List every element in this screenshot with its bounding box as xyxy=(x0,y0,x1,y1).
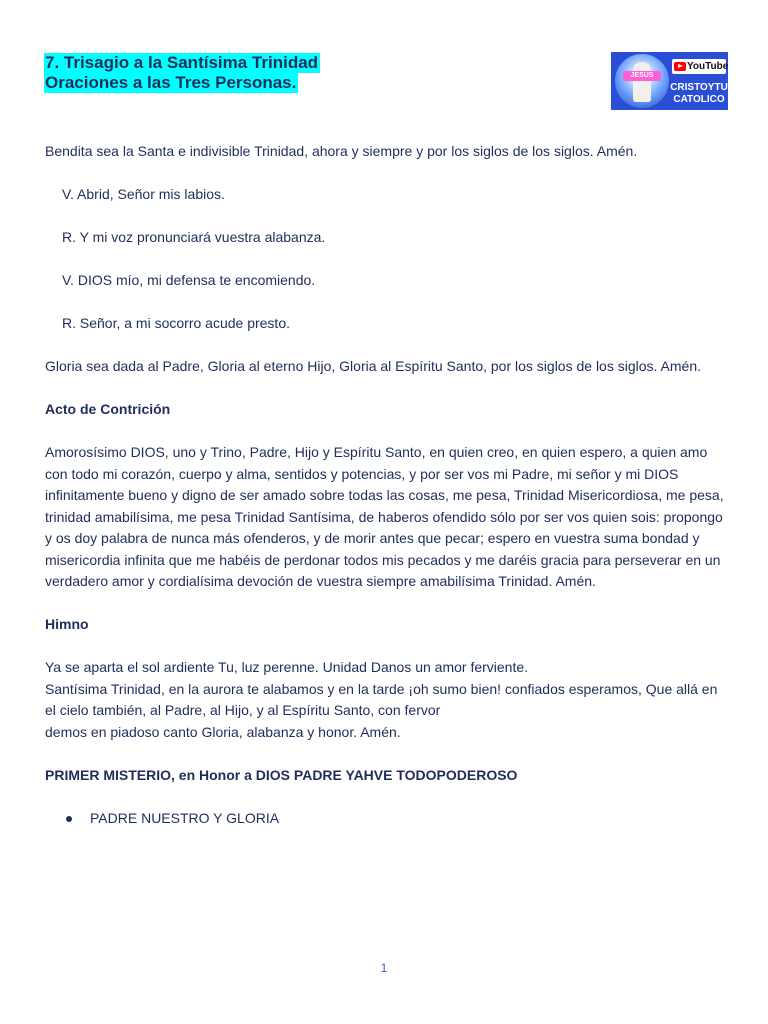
himno-line-3: demos en piadoso canto Gloria, alabanza y honor. Amén. xyxy=(45,723,401,740)
misterio-heading: PRIMER MISTERIO, en Honor a DIOS PADRE YAHVE TODOPODEROSO xyxy=(45,766,518,783)
versicle-2: R. Y mi voz pronunciará vuestra alabanza. xyxy=(62,229,326,245)
title-line-1: 7. Trisagio a la Santísima Trinidad xyxy=(45,53,319,72)
gloria-prayer: Gloria sea dada al Padre, Gloria al eterno Hijo, Gloria al Espíritu Santo, por los siglos de los siglos. Amén. xyxy=(45,358,701,374)
title-line-2: Oraciones a las Tres Personas. xyxy=(45,73,297,92)
logo-badge: JESUS xyxy=(623,71,661,81)
misterio-list xyxy=(45,808,725,830)
youtube-logo xyxy=(672,59,726,74)
opening-prayer: Bendita sea la Santa e indivisible Trinidad, ahora y siempre y por los siglos de los siglos. Amén. xyxy=(45,143,638,159)
channel-name-line-2: CATOLICO xyxy=(673,94,725,105)
channel-name-line-1: CRISTOYTU xyxy=(670,82,728,93)
contricion-heading: Acto de Contrición xyxy=(45,401,171,417)
himno-line-1: Ya se aparta el sol ardiente Tu, luz perenne. Unidad Danos un amor ferviente. xyxy=(45,659,529,675)
versicle-1: V. Abrid, Señor mis labios. xyxy=(62,186,225,202)
list-item xyxy=(45,808,725,830)
himno-heading: Himno xyxy=(45,616,89,632)
youtube-wordmark: YouTube xyxy=(687,61,728,72)
youtube-play-icon xyxy=(674,62,686,71)
document-body xyxy=(45,141,725,829)
bullet-icon xyxy=(66,816,72,822)
contricion-text: Amorosísimo DIOS, uno y Trino, Padre, Hijo y Espíritu Santo, en quien creo, en quien espero, a quien amo con todo mi corazón, cuerpo y alma, sentidos y potencias, y por ser vos mi Padre, mi señor y mi DIOS infinitamente bueno y digno de ser amado sobre todas las cosas, me pesa, Trinidad Misericordiosa, me pesa, trinidad amabilísima, me pesa Trinidad Santísima, de haberos ofendido sólo por ser vos quien sois: propongo y os doy palabra de nunca más ofenderos, y de morir antes que pecar; espero en vuestra suma bondad y misericordia infinita que me habéis de perdonar todos mis pecados y me daréis gracia para perseverar en un verdadero amor y cordialísima devoción de vuestra siempre amabilísima Trinidad. Amén. xyxy=(45,444,724,589)
list-item-label: PADRE NUESTRO Y GLORIA xyxy=(90,809,280,826)
jesus-portrait-image xyxy=(615,54,669,108)
channel-name xyxy=(670,82,728,106)
versicle-3: V. DIOS mío, mi defensa te encomiendo. xyxy=(62,272,316,288)
document-title xyxy=(44,53,320,93)
page-number: 1 xyxy=(380,961,388,975)
versicle-4: R. Señor, a mi socorro acude presto. xyxy=(62,315,290,331)
figure-shape xyxy=(633,62,651,102)
channel-logo xyxy=(611,52,728,110)
himno-line-2: Santísima Trinidad, en la aurora te alabamos y en la tarde ¡oh sumo bien! confiados esperamos, Que allá en el cielo también, al Padre, al Hijo, y al Espíritu Santo, con fervor xyxy=(45,680,718,718)
